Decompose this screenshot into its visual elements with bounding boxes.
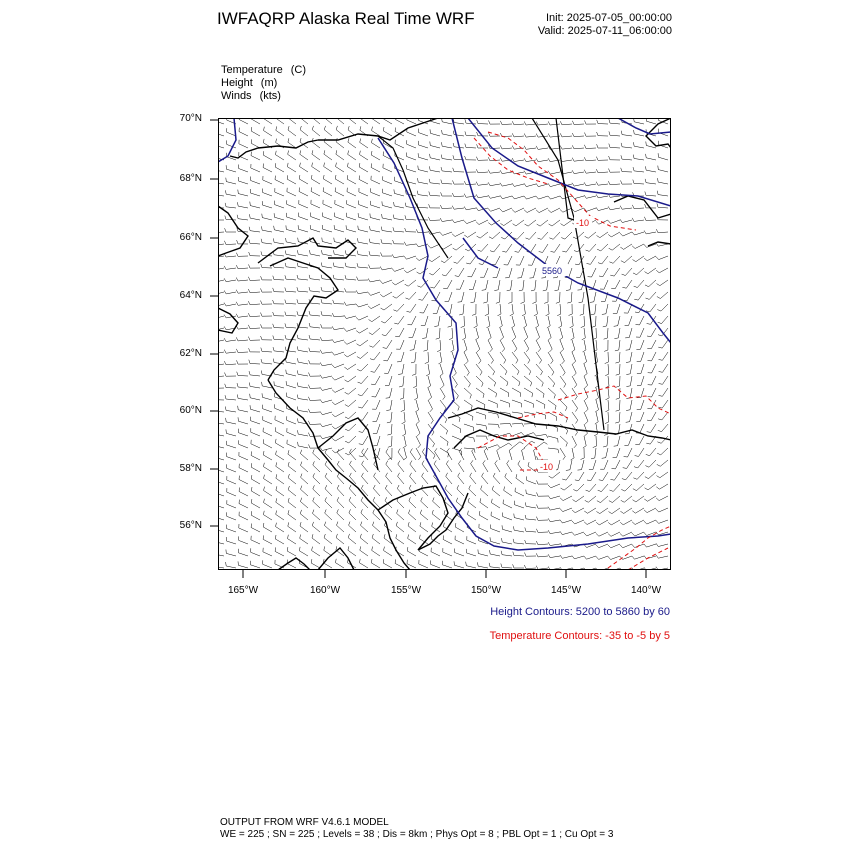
valid-time: Valid: 2025-07-11_06:00:00 (537, 25, 672, 37)
lat-label: 70°N (179, 113, 202, 124)
field-temperature: Temperature (C) (221, 64, 307, 76)
temp-contour-label: -10 (540, 462, 554, 472)
lat-label: 58°N (179, 463, 202, 474)
lat-label: 60°N (179, 405, 202, 416)
lon-label: 145°W (550, 585, 582, 596)
height-contours-legend: Height Contours: 5200 to 5860 by 60 (490, 606, 670, 618)
footer-config: WE = 225 ; SN = 225 ; Levels = 38 ; Dis = 8km ; Phys Opt = 8 ; PBL Opt = 1 ; Cu Opt = 3 (220, 829, 614, 840)
temperature-contours-legend: Temperature Contours: -35 to -5 by 5 (489, 630, 670, 642)
init-time: Init: 2025-07-05_00:00:00 (546, 12, 672, 24)
lon-label: 160°W (309, 585, 341, 596)
field-winds: Winds (kts) (221, 90, 281, 102)
lon-label: 155°W (390, 585, 422, 596)
lat-label: 56°N (179, 520, 202, 531)
lat-label: 64°N (179, 290, 202, 301)
field-list (221, 64, 306, 103)
lon-label: 140°W (630, 585, 662, 596)
page-title: IWFAQRP Alaska Real Time WRF (217, 9, 475, 28)
lat-label: 66°N (179, 232, 202, 243)
lon-label: 150°W (470, 585, 502, 596)
axis-ticks (205, 110, 680, 590)
footer-model: OUTPUT FROM WRF V4.6.1 MODEL (220, 817, 389, 828)
model-footer (220, 817, 613, 841)
height-contour-label: 5560 (542, 266, 563, 276)
lon-label: 165°W (227, 585, 259, 596)
temp-contour-label: -10 (576, 218, 590, 228)
lat-label: 68°N (179, 173, 202, 184)
field-height: Height (m) (221, 77, 278, 89)
time-info (538, 12, 672, 38)
lat-label: 62°N (179, 348, 202, 359)
